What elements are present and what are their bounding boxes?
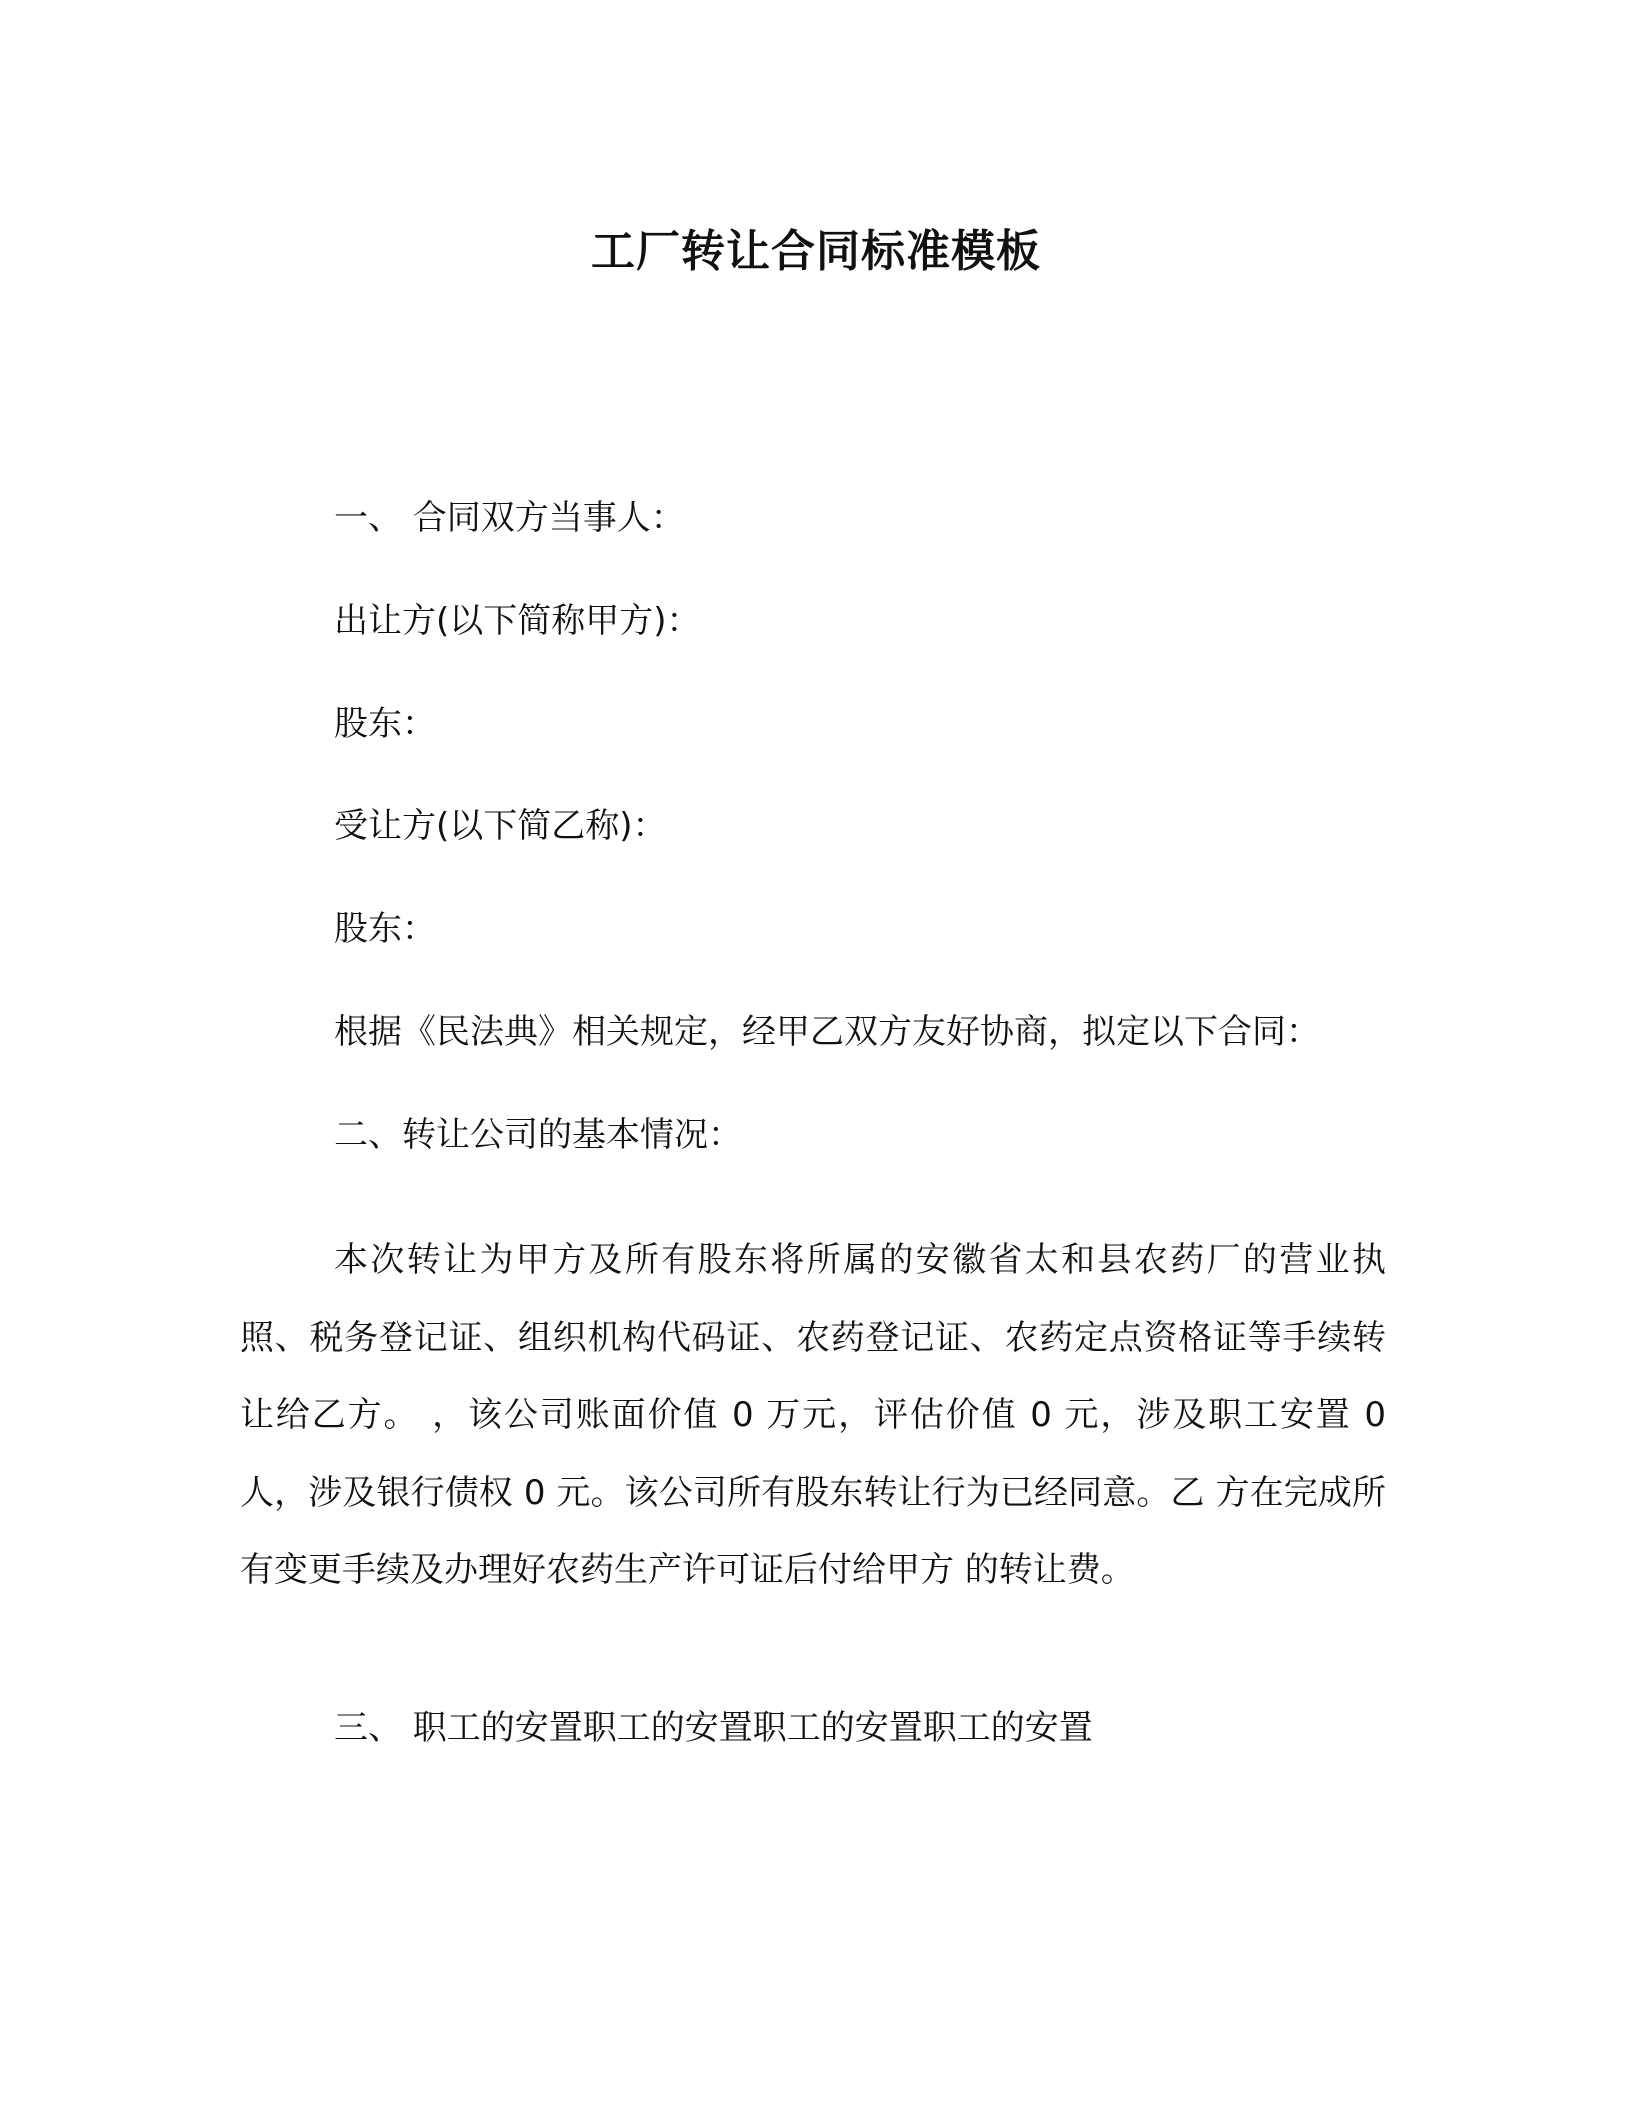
transferee-shareholder-line: 股东： (334, 909, 436, 949)
section-2-heading: 二、转让公司的基本情况： (334, 1115, 742, 1155)
transferor-line: 出让方(以下简称甲方)： (334, 601, 701, 641)
section-1-heading: 一、 合同双方当事人： (334, 498, 685, 538)
section-3-heading: 三、 职工的安置职工的安置职工的安置职工的安置 (334, 1708, 1093, 1748)
document-title: 工厂转让合同标准模板 (591, 226, 1041, 277)
transferor-shareholder-line: 股东： (334, 704, 436, 744)
section-2-body: 本次转让为甲方及所有股东将所属的安徽省太和县农药厂的营业执照、税务登记证、组织机构代码证、农药登记证、农药定点资格证等手续转让给乙方。 ，该公司账面价值 0 万元，评估价值 0 元，涉及职工安置 0 人，涉及银行债权 0 元。该公司所有股东转让行为已经同意。乙 方在完成所有变更手续及办理好农药生产许可证后付给甲方 的转让费。 (240, 1240, 1386, 1590)
legal-basis-line: 根据《民法典》相关规定，经甲乙双方友好协商，拟定以下合同： (334, 1012, 1320, 1052)
transferee-line: 受让方(以下简乙称)： (334, 806, 667, 846)
